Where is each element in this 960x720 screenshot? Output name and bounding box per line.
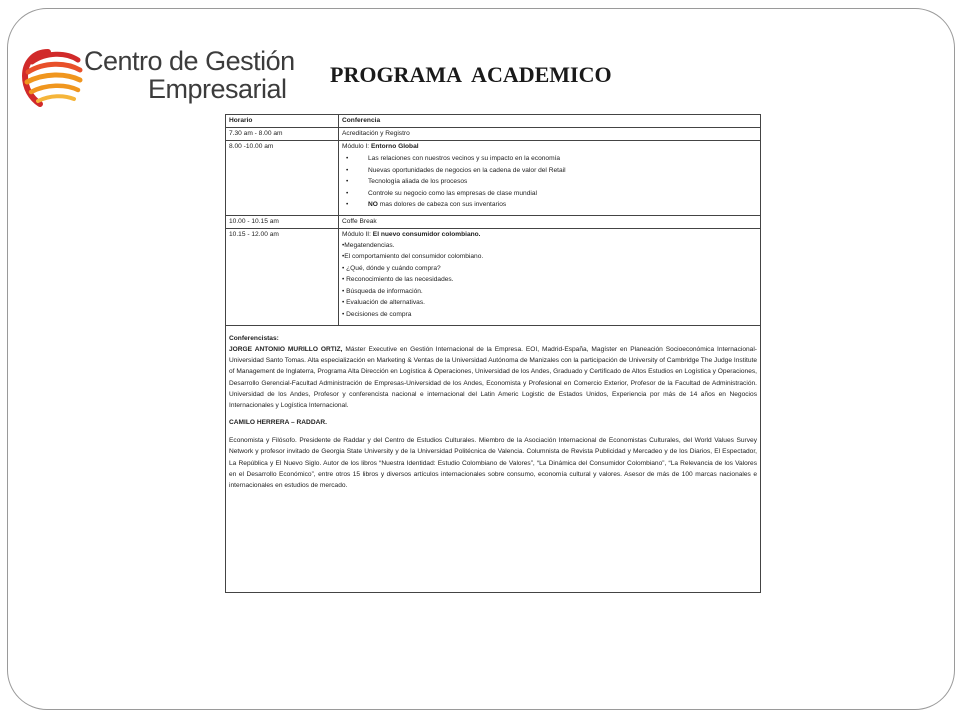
- speaker-2-name: CAMILO HERRERA – RADDAR.: [229, 419, 327, 427]
- globe-swoosh-icon: [22, 46, 92, 112]
- logo-text-line2: Empresarial: [148, 74, 287, 104]
- list-item: • Decisiones de compra: [342, 310, 412, 318]
- list-item: • Búsqueda de información.: [342, 287, 423, 295]
- page-title: PROGRAMA ACADEMICO: [330, 62, 612, 87]
- list-item: • ¿Qué, dónde y cuándo compra?: [342, 264, 441, 272]
- speakers-row: [226, 326, 761, 593]
- row-time: 10.15 - 12.00 am: [226, 228, 339, 326]
- module-prefix: Módulo II:: [342, 230, 373, 238]
- module-title: [342, 230, 757, 240]
- module-cell: [339, 228, 761, 326]
- module-title: [342, 142, 757, 152]
- speaker-1-bio: [229, 344, 757, 411]
- list-item: • Tecnología aliada de los procesos: [368, 176, 757, 188]
- table-row: [226, 141, 761, 216]
- module-name: El nuevo consumidor colombiano.: [372, 230, 481, 238]
- table-row: [226, 128, 761, 141]
- speakers-cell: [226, 326, 761, 593]
- row-time: 7.30 am - 8.00 am: [226, 128, 339, 141]
- table-row: [226, 215, 761, 228]
- speaker-1-name: JORGE ANTONIO MURILLO ORTIZ,: [229, 346, 343, 353]
- module-prefix: Módulo I:: [342, 143, 371, 150]
- header-time: Horario: [226, 115, 339, 128]
- row-time: 8.00 -10.00 am: [226, 141, 339, 216]
- list-item-bold: NO: [368, 201, 378, 208]
- table-row: [226, 228, 761, 326]
- list-item-rest: mas dolores de cabeza con sus inventarios: [377, 201, 507, 208]
- list-item: • Reconocimiento de las necesidades.: [342, 276, 454, 283]
- speakers-heading: Conferencistas:: [229, 335, 279, 342]
- topic-list: [342, 153, 757, 211]
- list-item: • Evaluación de alternativas.: [342, 299, 425, 306]
- list-item: • Nuevas oportunidades de negocios en la cadena de valor del Retail: [368, 165, 757, 177]
- program-table: [225, 114, 761, 593]
- header-talk: Conferencia: [339, 115, 761, 128]
- list-item: • Controle su negocio como las empresas de clase mundial: [368, 188, 757, 200]
- list-item: [368, 199, 757, 211]
- list-item: •Megatendencias.: [342, 241, 395, 249]
- table-header-row: [226, 115, 761, 128]
- module-cell: [339, 141, 761, 216]
- row-time: 10.00 - 10.15 am: [226, 215, 339, 228]
- list-item: • Las relaciones con nuestros vecinos y su impacto en la economía: [368, 153, 757, 165]
- speaker-1-text: Máster Executive en Gestión Internacional de la Empresa. EOI, Madrid-España, Magíster en Planeación Socioeconómica Internacional-Universidad Santo Tomas. Alta especialización en Marketing & Ventas de la Universidad Autónoma de Manizales con la participación de University of Cambridge The Judge Institute of Management de Inglaterra, Programa Alta Dirección en Logística & Operaciones, Universidad de los Andes, Graduado y Certificado de Altos Estudios en Logística y Operaciones, Desarrollo Gerencial-Facultad Administración de Empresas-Universidad de los Andes, Economista y Profesional en Comercio Exterior, Profesor de la Facultad de Administración. Universidad de los Andes, Profesor y conferencista nacional e internacional del Latin Americ Logistic de Estados Unidos, Experiencia por más de 14 años en Negocios Internacionales y Logística Internacional.: [229, 346, 757, 410]
- list-item: •El comportamiento del consumidor colombiano.: [342, 253, 484, 260]
- module-name: Entorno Global: [370, 143, 419, 150]
- speaker-2-bio: Economista y Filósofo. Presidente de Raddar y del Centro de Estudios Culturales. Miembro de la Asociación Internacional de Economistas Culturales, del World Values Survey Network y profesor invitado de Georgia State University y de la Universidad Politécnica de Valencia. Columnista de Revista Publicidad y Mercadeo y de los Diarios, El Espectador, La República y El Nuevo Siglo. Autor de los libros “Nuestra Identidad: Estudio Colombiano de Valores”, “La Dinámica del Consumidor Colombiano”, “La Relevancia de los Valores en el Desarrollo Económico”, entre otros 15 libros y diversos artículos internacionales sobre consumo, economía cultural y valores. Asesor de más de 100 marcas nacionales e internacionales en estudios de mercado.: [229, 437, 757, 490]
- row-talk: Acreditación y Registro: [339, 128, 761, 141]
- logo-text-line1: Centro de Gestión: [84, 46, 295, 76]
- company-logo: [22, 46, 295, 112]
- row-talk: Coffe Break: [339, 215, 761, 228]
